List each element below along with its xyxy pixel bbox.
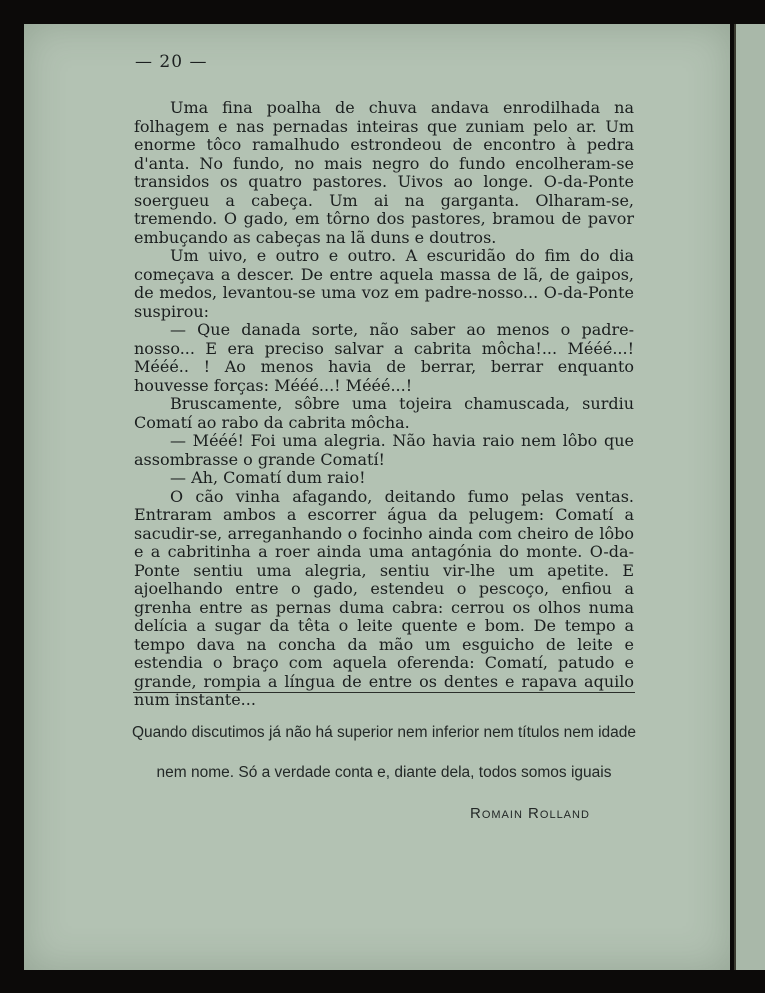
quote-author: Romain Rolland: [470, 805, 590, 822]
page-number: — 20 —: [135, 52, 208, 72]
body-text: [134, 99, 634, 710]
paragraph: Um uivo, e outro e outro. A escuridão do fim do dia começava a descer. De entre aquela massa de lã, de gaipos, de medos, levantou-se uma voz em padre-nosso... O-da-Ponte suspirou:: [134, 246, 634, 321]
paragraph: — Ah, Comatí dum raio!: [170, 468, 366, 487]
next-page-edge: [734, 24, 765, 970]
paragraph: Uma fina poalha de chuva andava enrodilhada na folhagem e nas pernadas inteiras que zuniam pelo ar. Um enorme tôco ramalhudo estrondeou de encontro à pedra d'anta. No fundo, no mais negro do fundo encolheram-se transidos os quatro pastores. Uivos ao longe. O-da-Ponte soergueu a cabeça. Um ai na garganta. Olharam-se, tremendo. O gado, em tôrno dos pastores, bramou de pavor embuçando as cabeças na lã duns e doutros.: [134, 98, 634, 247]
paragraph: O cão vinha afagando, deitando fumo pelas ventas. Entraram ambos a escorrer água da pelugem: Comatí a sacudir-se, arreganhando o focinho ainda com cheiro de lôbo e a cabritinha a roer ainda uma antagónia do monte. O-da-Ponte sentiu uma alegria, sentiu vir-lhe um apetite. E ajoelhando entre o gado, estendeu o pescoço, enfiou a grenha entre as pernas duma cabra: cerrou os olhos numa delícia a sugar da têta o leite quente e bom. De tempo a tempo dava na concha da mão um esguicho de leite e estendia o braço com aquela oferenda: Comatí, patudo e grande, rompia a língua de entre os dentes e rapava aquilo num instante...: [134, 486, 634, 709]
paragraph: — Mééé! Foi uma alegria. Não havia raio nem lôbo que assombrasse o grande Comatí!: [134, 431, 634, 469]
quote-line: Quando discutimos já não há superior nem inferior nem títulos nem idade: [131, 724, 637, 741]
paragraph: Bruscamente, sôbre uma tojeira chamuscada, surdiu Comatí ao rabo da cabrita môcha.: [134, 394, 634, 432]
quote-line: nem nome. Só a verdade conta e, diante dela, todos somos iguais: [156, 764, 612, 781]
divider-rule: [133, 692, 635, 693]
paragraph: — Que danada sorte, não saber ao menos o padre-nosso... E era preciso salvar a cabrita môcha!... Mééé...! Mééé.. ! Ao menos havia de berrar, berrar enquanto houvesse forças: Mééé...! Mééé...!: [134, 320, 634, 395]
